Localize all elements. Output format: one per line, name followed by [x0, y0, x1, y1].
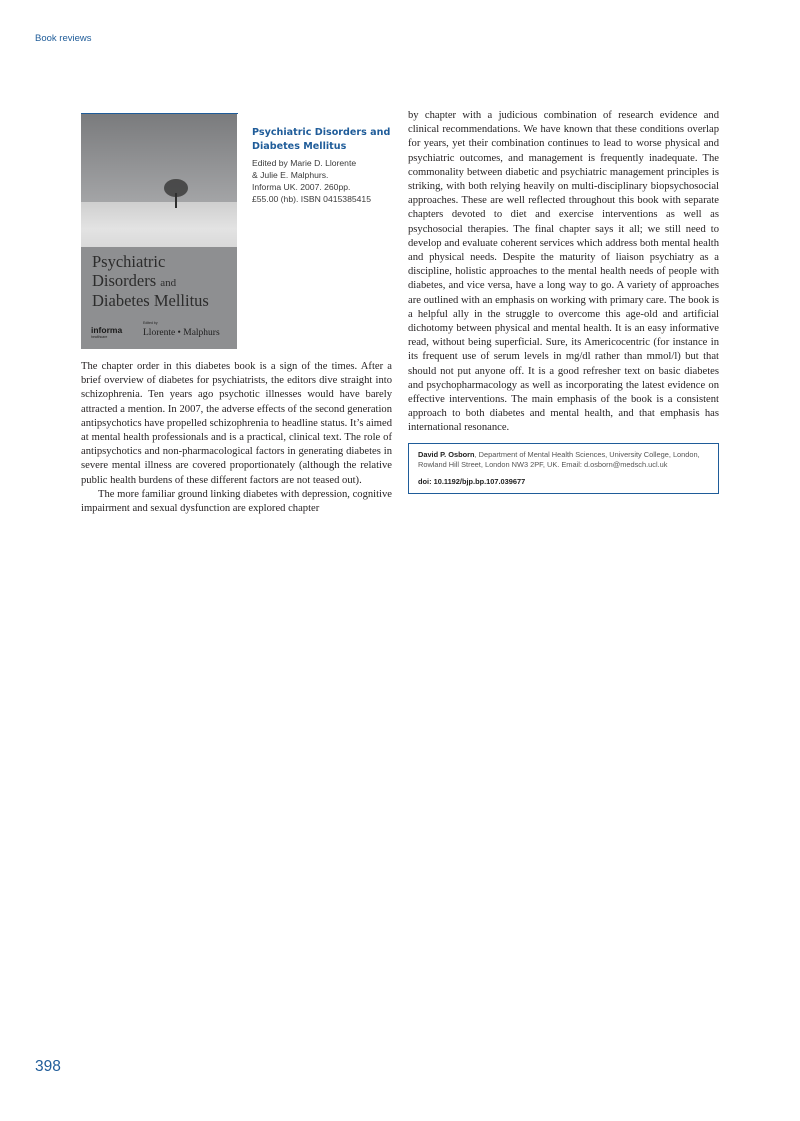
cover-title	[92, 253, 209, 311]
author-name: David P. Osborn	[418, 449, 475, 459]
book-meta-line: £55.00 (hb). ISBN 0415385415	[252, 194, 371, 204]
tree-icon	[159, 176, 193, 210]
book-title: Psychiatric Disorders and Diabetes Mellitus	[252, 127, 391, 152]
author-address: , Department of Mental Health Sciences, University College, London, Rowland Hill Street, London NW3 2PF, UK. Email: d.osborn@medsch.ucl.uk	[418, 449, 700, 470]
publisher-logo: informa	[91, 325, 123, 335]
left-column	[81, 113, 392, 516]
book-info	[237, 114, 392, 349]
review-paragraph: The more familiar ground linking diabetes with depression, cognitive impairment and sexual dysfunction are explored chapter	[81, 488, 392, 515]
cover-title-line: Psychiatric	[92, 252, 166, 271]
book-cover-image	[81, 114, 237, 349]
book-meta-line: Edited by Marie D. Llorente	[252, 158, 357, 168]
book-meta-line: & Julie E. Malphurs.	[252, 170, 329, 180]
publisher-subtitle: healthcare	[91, 335, 108, 339]
review-text-left	[81, 360, 392, 516]
right-column	[408, 109, 719, 494]
author-box	[408, 443, 719, 495]
book-meta	[252, 157, 392, 205]
cover-title-line: Diabetes Mellitus	[92, 291, 209, 310]
review-text-right	[408, 109, 719, 436]
book-meta-line: Informa UK. 2007. 260pp.	[252, 182, 351, 192]
cover-title-line	[92, 272, 209, 293]
review-paragraph: by chapter with a judicious combination of research evidence and clinical recommendations. We have known that these conditions overlap for years, yet their combination continues to lead to worse physical and psychiatric outcomes, and management is frequently inadequate. The commonality between diabetic and psychiatric management principles is striking, with both relying heavily on multi-disciplinary biopsychosocial approaches. These are well reflected throughout this book with separate chapters devoted to diet and exercise interventions as well as psychosocial therapies. The final chapter says it all; we still need to develop and evaluate coherent services which address both mental health and physical needs. Despite the maturity of liaison psychiatry as a discipline, holistic approaches to the mental health needs of people with diabetes, and vice versa, have a long way to go. A variety of approaches are outlined with an emphasis on working with primary care. The book is a helpful ally in the struggle to overcome this age-old and artificial dichotomy between physical and mental health. It is an easy informative read, without being superficial. Sure, its Americocentric (for instance in its frequent use of serum levels in mg/dl rather than mmol/l) but that should not put anyone off. It is a good refresher text on basic diabetes and psychopharmacology as well as incorporating the latest evidence on effective interventions. The main emphasis of the book is a consistent approach to both diabetes and mental health, and that emphasis has international resonance.	[408, 110, 719, 434]
running-head: Book reviews	[35, 33, 92, 44]
cover-title-word: Disorders	[92, 270, 157, 290]
author-affiliation	[418, 450, 709, 471]
review-paragraph: The chapter order in this diabetes book is a sign of the times. After a brief overview of diabetes for psychiatrists, the editors dive straight into schizophrenia. Ten years ago psychotic illnesses would have barely attracted a mention. In 2007, the adverse effects of the second generation antipsychotics have propelled schizophrenia to headline status. It’s aimed at mental health professionals and is a practical, clinical text. The role of antipsychotics and non-pharmacological factors in generating diabetes in severe mental illness are covered proportionately (although the relative public health burdens of these different factors are not teased out).	[81, 361, 392, 486]
doi: doi: 10.1192/bjp.bp.107.039677	[418, 476, 526, 486]
cover-title-and: and	[160, 276, 177, 289]
page-number: 398	[35, 1058, 61, 1075]
book-header	[81, 114, 392, 349]
cover-edited-by: Edited by	[143, 321, 158, 325]
cover-editors: Llorente • Malphurs	[143, 328, 220, 338]
